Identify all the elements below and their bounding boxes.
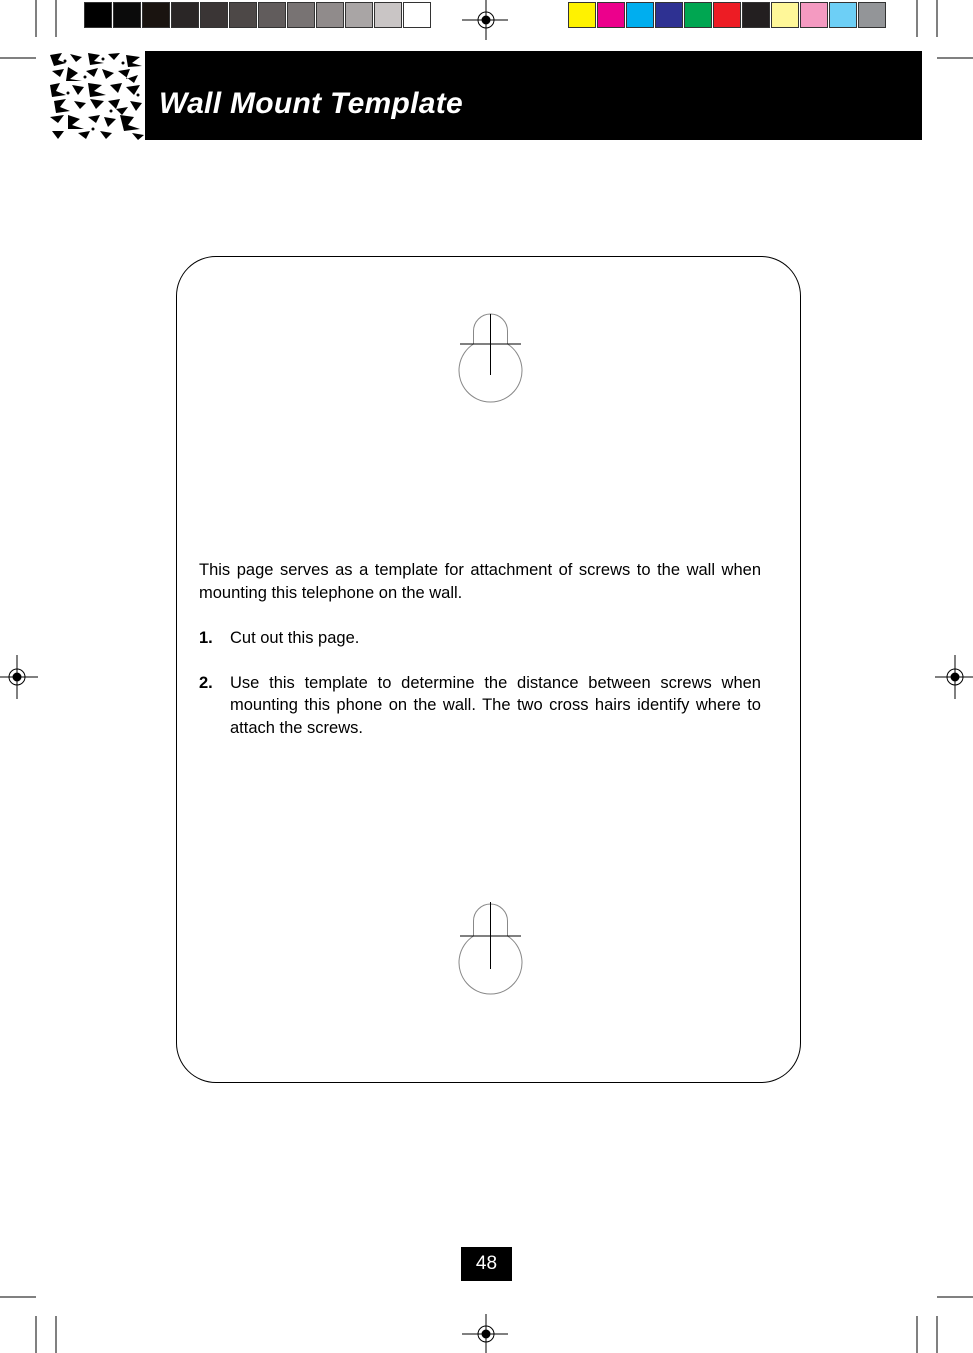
color-swatch [84, 2, 112, 28]
page-number: 48 [461, 1247, 512, 1281]
color-swatch [655, 2, 683, 28]
color-swatch [829, 2, 857, 28]
color-swatch [626, 2, 654, 28]
page-title: Wall Mount Template [159, 87, 464, 120]
screw-keyhole-top [459, 314, 522, 402]
grayscale-color-bar [84, 0, 404, 30]
color-swatch [113, 2, 141, 28]
color-swatch [568, 2, 596, 28]
color-swatch [200, 2, 228, 28]
step-text: Cut out this page. [230, 628, 360, 647]
color-swatch [287, 2, 315, 28]
color-swatch [316, 2, 344, 28]
process-color-bar [568, 0, 888, 30]
registration-target-top [462, 0, 508, 40]
color-swatch [597, 2, 625, 28]
color-swatch [403, 2, 431, 28]
color-swatch [858, 2, 886, 28]
color-swatch [345, 2, 373, 28]
registration-target-right [935, 655, 973, 699]
color-swatch [713, 2, 741, 28]
color-swatch [229, 2, 257, 28]
registration-target-bottom [462, 1314, 508, 1353]
color-swatch [142, 2, 170, 28]
color-swatch [171, 2, 199, 28]
step-text: Use this template to determine the distance between screws when mounting this phone on the wall. The two cross hairs identify where to attach the screws. [230, 673, 761, 737]
step-number: 2. [199, 673, 213, 692]
registration-target-left [0, 655, 38, 699]
header-texture-graphic [48, 51, 144, 140]
list-item [199, 627, 761, 650]
color-swatch [800, 2, 828, 28]
step-number: 1. [199, 628, 213, 647]
color-swatch [742, 2, 770, 28]
color-swatch [374, 2, 402, 28]
instructions [199, 559, 761, 762]
header-bar [145, 51, 922, 140]
color-swatch [684, 2, 712, 28]
list-item [199, 672, 761, 740]
screw-keyhole-bottom [459, 902, 522, 994]
color-swatch [771, 2, 799, 28]
color-swatch [258, 2, 286, 28]
intro-paragraph: This page serves as a template for attachment of screws to the wall when mounting this telephone on the wall. [199, 561, 761, 602]
